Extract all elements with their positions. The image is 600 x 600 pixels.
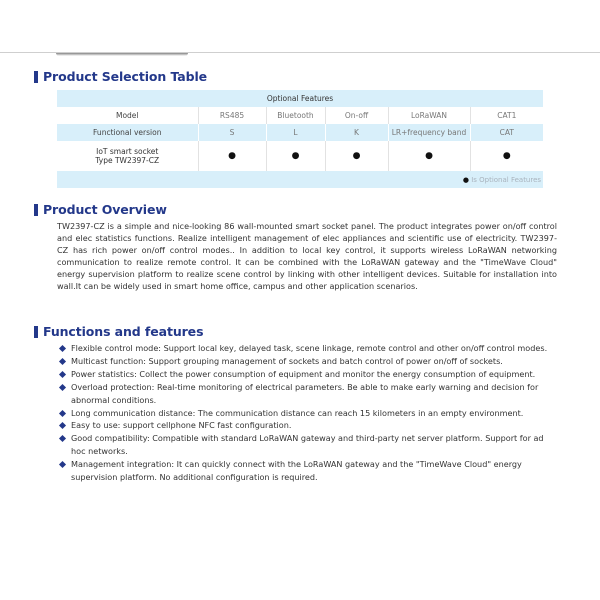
section-marker-icon: [34, 326, 38, 338]
list-item: [60, 458, 558, 484]
feature-text: Easy to use: support cellphone NFC fast configuration.: [71, 420, 292, 431]
optional-features-header: Optional Features: [57, 90, 543, 107]
section-title-selection: [34, 69, 207, 84]
diamond-bullet-icon: [59, 409, 66, 416]
feature-text: Flexible control mode: Support local key, delayed task, scene linkage, remote control and other on/off control modes.: [71, 343, 548, 353]
section-title-text: Product Selection Table: [43, 69, 208, 84]
device-label-line1: IoT smart socket: [96, 147, 159, 156]
device-label: [57, 141, 198, 171]
table-cell: K: [325, 124, 388, 141]
functional-version-label: Functional version: [57, 124, 198, 141]
table-row-model: [57, 107, 543, 124]
table-row-device: [57, 141, 543, 171]
legend-dot-icon: ●: [462, 175, 469, 184]
overview-paragraph: TW2397-CZ is a simple and nice-looking 86 wall-mounted smart socket panel. The product integrates power on/off control and elec statistics functions. Realize intelligent management of elec appliances and scientific use of electricity. TW2397-CZ has rich power on/off control modes.. In addition to local key control, it supports wireless LoRaWAN networking communication to realize remote control. It can be combined with the LoRaWAN gateway and the "TimeWave Cloud" energy supervision platform to realize scene control by linking with other intelligent devices. Suitable for installation into wall.It can be widely used in smart home office, campus and other application scenarios.: [57, 221, 557, 291]
table-legend-row: [57, 171, 543, 188]
section-title-text: Product Overview: [43, 202, 167, 217]
table-cell: S: [198, 124, 266, 141]
column-header: RS485: [198, 107, 266, 124]
feature-text: Management integration: It can quickly connect with the LoRaWAN gateway and the "TimeWave Cloud" energy supervision platform. No additional configuration is required.: [71, 459, 522, 483]
list-item: [60, 355, 558, 368]
section-title-overview: [34, 202, 167, 217]
feature-text: Overload protection: Real-time monitoring of electrical parameters. Be able to make early warning and decision for abnormal conditions.: [71, 381, 539, 405]
section-title-features: [34, 324, 203, 339]
feature-dot-icon: ●: [352, 151, 361, 161]
diamond-bullet-icon: [59, 371, 66, 378]
legend-text: Is Optional Features: [468, 175, 542, 184]
table-cell: CAT: [470, 124, 543, 141]
table-cell: LR+frequency band: [388, 124, 470, 141]
diamond-bullet-icon: [59, 461, 66, 468]
device-label-line2: Type TW2397-CZ: [95, 156, 160, 165]
features-list: [60, 342, 558, 484]
feature-text: Good compatibility: Compatible with standard LoRaWAN gateway and third-party net server platform. Support for ad hoc networks.: [71, 433, 544, 457]
column-header: On-off: [325, 107, 388, 124]
table-group-header-row: [57, 90, 543, 107]
table-legend: [57, 171, 543, 188]
feature-dot-icon: ●: [228, 151, 236, 161]
list-item: [60, 432, 558, 458]
feature-text: Multicast function: Support grouping management of sockets and batch control of power on/off of sockets.: [71, 355, 503, 366]
diamond-bullet-icon: [59, 384, 66, 391]
top-tab-shadow: [56, 53, 188, 56]
section-marker-icon: [34, 71, 38, 83]
table-cell: L: [266, 124, 325, 141]
feature-dot-icon: ●: [425, 151, 433, 161]
feature-dot-icon: ●: [502, 151, 511, 161]
diamond-bullet-icon: [59, 422, 66, 429]
table-row-functional-version: [57, 124, 543, 141]
column-header: CAT1: [470, 107, 543, 124]
feature-text: Power statistics: Collect the power consumption of equipment and monitor the energy consumption of equipment.: [71, 368, 536, 379]
feature-dot-icon: ●: [291, 151, 300, 161]
diamond-bullet-icon: [59, 358, 66, 365]
section-marker-icon: [34, 204, 38, 216]
diamond-bullet-icon: [59, 345, 66, 352]
diamond-bullet-icon: [59, 435, 66, 442]
product-selection-table: [57, 90, 543, 188]
column-header: LoRaWAN: [388, 107, 470, 124]
feature-text: Long communication distance: The communication distance can reach 15 kilometers in an empty environment.: [71, 407, 524, 418]
list-item: [60, 342, 558, 355]
list-item: [60, 407, 558, 420]
list-item: [60, 419, 558, 432]
model-label: Model: [57, 107, 198, 124]
column-header: Bluetooth: [266, 107, 325, 124]
section-title-text: Functions and features: [43, 324, 204, 339]
list-item: [60, 368, 558, 381]
list-item: [60, 381, 558, 407]
